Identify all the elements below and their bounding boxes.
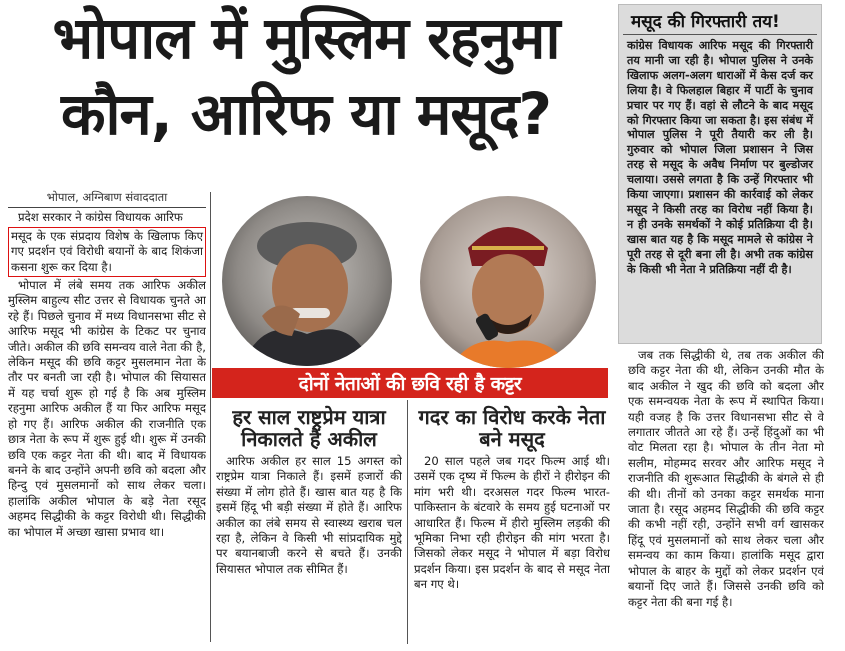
- headline-line-1: भोपाल में मुस्लिम रहनुमा: [52, 4, 560, 72]
- banner: दोनों नेताओं की छवि रही है कट्टर: [212, 368, 608, 398]
- sidebar-title: मसूद की गिरफ्तारी तय!: [623, 5, 817, 35]
- akeel-photo: [222, 196, 392, 366]
- sidebar-body: कांग्रेस विधायक आरिफ मसूद की गिरफ्तारी तय मानी जा रही है। भोपाल पुलिस ने उनके खिलाफ अलग-अलग धाराओं में केस दर्ज कर लिया है। वे फिलहाल बिहार में पार्टी के चुनाव प्रचार पर गए हैं। वहां से लौटने के बाद मसूद को गिरफ्तार किया जा सकता है। इस संबंध में भोपाल पुलिस ने पूरी तैयारी कर ली है। गुरुवार को भोपाल जिला प्रशासन ने जिस तरह से मसूद के अवैध निर्माण पर बुल्डोजर चलाया। उससे लगता है कि उन्हें गिरफ्तार भी किया जाएगा। प्रशासन की कार्रवाई को लेकर मसूद ने किसी तरह का विरोध नहीं किया है। न ही उनके समर्थकों ने कोई प्रतिक्रिया दी है। खास बात यह है कि मसूद मामले से कांग्रेस ने पूरी तरह से दूरी बना ली है। अभी तक कांग्रेस के किसी भी नेता ने प्रतिक्रिया नहीं दी है।: [627, 39, 813, 276]
- left-intro: प्रदेश सरकार ने कांग्रेस विधायक आरिफ: [18, 210, 183, 225]
- highlighted-passage: [8, 227, 206, 277]
- highlighted-text: मसूद के एक संप्रदाय विशेष के खिलाफ किए गए प्रदर्शन एवं विरोधी बयानों के बाद शिकंजा कसना शुरू कर दिया है।: [11, 228, 203, 274]
- headline-line-2: कौन, आरिफ या मसूद?: [60, 80, 552, 148]
- column-divider: [210, 192, 211, 642]
- left-column: [8, 190, 206, 646]
- left-body: भोपाल में लंबे समय तक आरिफ अकील मुस्लिम बाहुल्य सीट उत्तर से विधायक चुनते आ रहे हैं। पिछले चुनाव में मध्य विधानसभा सीट से आरिफ मसूद भी कांग्रेस के टिकट पर चुनाव जीते। अकील की छवि समन्वय वाले नेता की है, लेकिन मसूद की छवि कट्टर मुसलमान नेता के तौर पर बनती जा रही है। भोपाल की सियासत में यह चर्चा शुरू हो गई है कि अब मुस्लिम रहनुमा आरिफ अकील हैं या फिर आरिफ मसूद हो गए हैं। आरिफ अकील की राजनीति एक छात्र नेता के रूप में शुरू हुई थी। शुरू में उनकी छवि एक कट्टर नेता की थी। बाद में विधायक बनने के बाद उन्होंने अपनी छवि को बदला और हिन्दु एवं मुसलमानों को साथ लेकर चला। हालांकि अकील भोपाल के बड़े नेता रसूद अहमद सिद्धीकी के कट्टर विरोधी थी। सिद्धीकी का भोपाल में अच्छा खासा प्रभाव था।: [8, 278, 206, 539]
- akeel-subhead: हर साल राष्ट्रप्रेम यात्रा निकालते हैं अकील: [232, 405, 386, 451]
- akeel-portrait-icon: [222, 196, 392, 366]
- byline: भोपाल, अग्निबाण संवाददाता: [8, 190, 206, 208]
- akeel-text: आरिफ अकील हर साल 15 अगस्त को राष्ट्रप्रेम यात्रा निकाले हैं। इसमें हजारों की संख्या में लोग होते हैं। खास बात यह है कि इसमें हिंदू भी बड़ी संख्या में होते हैं। आरिफ अकील का लंबे समय से स्वास्थ्य खराब चल रहा है, लेकिन वे किसी भी सांप्रदायिक मुद्दे पर बयानबाजी करने से बचते हैं। उनकी सियासत भोपाल तक सीमित हैं।: [216, 454, 402, 576]
- masood-portrait-icon: [420, 196, 596, 368]
- akeel-body: [216, 454, 402, 644]
- masood-subhead: गदर का विरोध करके नेता बने मसूद: [418, 405, 606, 451]
- right-column: [628, 348, 824, 646]
- right-body: जब तक सिद्धीकी थे, तब तक अकील की छवि कट्टर नेता की थी, लेकिन उनकी मौत के बाद अकील ने खुद की छवि को बदला और एक समन्वयक नेता के रूप में स्थापित किया। यही वजह है कि उत्तर विधानसभा सीट से वे लगातार जीतते आ रहे हैं। उन्हें हिंदुओं का भी वोट मिलता रहा है। भोपाल के तीन नेता मो सलीम, मोहम्मद सरवर और आरिफ मसूद ने राजनीति की शुरूआत सिद्धीकी के बंगले से ही की थी। तीनों को उनका कट्टर समर्थक माना जाता है। रसूद अहमद सिद्धीकी की छवि कट्टर की कभी नहीं रही, उन्होंने सभी वर्ग खासकर हिंदू एवं मुसलमानों को साथ लेकर चला और समन्वय का काम किया। हालांकि मसूद द्वारा भोपाल के बाहर के मुद्दों को लेकर प्रदर्शन एवं बयानों दिए जाते हैं। जिससे उनकी छवि को कट्टर नेता की बना गई है।: [628, 348, 824, 609]
- masood-photo: [420, 196, 596, 368]
- sidebar-box: [618, 4, 822, 344]
- headline: [6, 0, 606, 152]
- middle-divider: [407, 400, 408, 644]
- masood-text: 20 साल पहले जब गदर फिल्म आई थी। उसमें एक दृष्य में फिल्म के हीरों ने हीरोइन की मांग भरी थी। दरअसल गदर फिल्म भारत-पाकिस्तान के बंटवारे के समय हुई घटनाओं पर आधारित हैं। फिल्म में हीरो मुस्लिम लड़की की भूमिका निभा रही हीरोइन की मांग भरता है। जिसको लेकर मसूद ने भोपाल में बड़ा विरोध प्रदर्शन किया। इस प्रदर्शन के बाद से मसूद नेता बन गए थे।: [414, 454, 610, 592]
- masood-body: [414, 454, 610, 644]
